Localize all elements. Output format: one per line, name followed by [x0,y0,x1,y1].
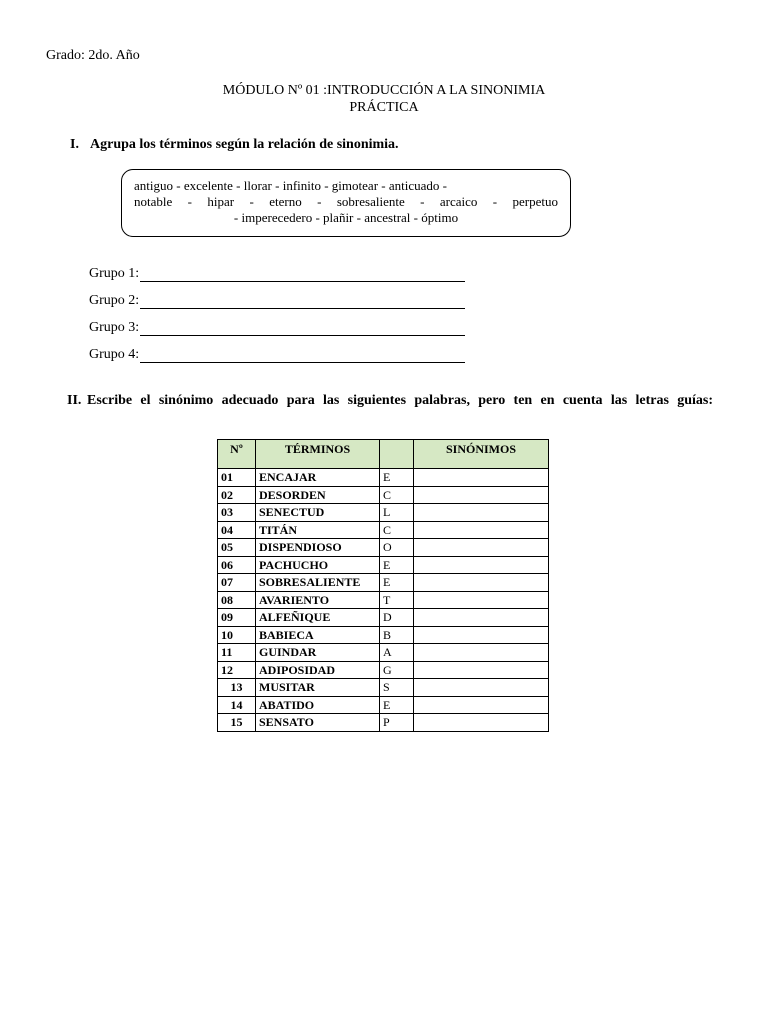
table-row [218,574,549,592]
row-synonym-answer[interactable] [414,679,549,697]
group-2-label: Grupo 2: [89,293,140,308]
group-3-answer-line[interactable] [140,321,465,336]
group-4-row [89,347,465,363]
row-number: 01 [218,469,256,487]
table-row [218,539,549,557]
row-guide-letter: A [380,644,414,662]
header-synonyms: SINÓNIMOS [414,440,549,469]
row-term: ENCAJAR [256,469,380,487]
row-term: DISPENDIOSO [256,539,380,557]
terms-line-2: notable - hipar - eterno - sobresaliente - arcaico - perpetuo [134,194,558,209]
section2-heading [67,393,713,409]
terms-box [121,169,571,237]
group-4-answer-line[interactable] [140,348,465,363]
group-1-label: Grupo 1: [89,266,140,281]
row-term: MUSITAR [256,679,380,697]
row-number: 02 [218,486,256,504]
group-2-answer-line[interactable] [140,294,465,309]
row-term: BABIECA [256,626,380,644]
section1-instruction: Agrupa los términos según la relación de sinonimia. [90,137,399,152]
row-number: 07 [218,574,256,592]
row-guide-letter: D [380,609,414,627]
row-guide-letter: E [380,696,414,714]
table-row [218,644,549,662]
row-guide-letter: E [380,556,414,574]
row-number: 12 [218,661,256,679]
table-body [218,469,549,732]
row-term: ADIPOSIDAD [256,661,380,679]
module-title-line2: PRÁCTICA [349,100,419,115]
row-synonym-answer[interactable] [414,574,549,592]
row-guide-letter: E [380,469,414,487]
row-term: PACHUCHO [256,556,380,574]
row-term: DESORDEN [256,486,380,504]
row-guide-letter: O [380,539,414,557]
row-number: 15 [218,714,256,732]
row-guide-letter: C [380,486,414,504]
table-row [218,486,549,504]
table-row [218,714,549,732]
group-3-label: Grupo 3: [89,320,140,335]
table-row [218,556,549,574]
terms-line-3: - imperecedero - plañir - ancestral - óptimo [233,210,459,225]
row-synonym-answer[interactable] [414,504,549,522]
row-synonym-answer[interactable] [414,556,549,574]
header-terms: TÉRMINOS [256,440,380,469]
table-row [218,591,549,609]
row-synonym-answer[interactable] [414,696,549,714]
section2-number: II. [67,393,82,408]
module-title-line1: MÓDULO Nº 01 :INTRODUCCIÓN A LA SINONIMIA [222,83,546,98]
row-synonym-answer[interactable] [414,714,549,732]
group-1-answer-line[interactable] [140,267,465,282]
row-number: 10 [218,626,256,644]
group-1-row [89,266,465,282]
row-number: 11 [218,644,256,662]
row-number: 05 [218,539,256,557]
row-synonym-answer[interactable] [414,609,549,627]
terms-line-1: antiguo - excelente - llorar - infinito - gimotear - anticuado - [134,178,447,193]
row-synonym-answer[interactable] [414,469,549,487]
row-guide-letter: E [380,574,414,592]
synonyms-table [217,439,549,732]
row-term: GUINDAR [256,644,380,662]
table-row [218,679,549,697]
row-number: 14 [218,696,256,714]
group-4-label: Grupo 4: [89,347,140,362]
row-guide-letter: C [380,521,414,539]
row-synonym-answer[interactable] [414,486,549,504]
table-row [218,696,549,714]
row-term: ABATIDO [256,696,380,714]
row-number: 03 [218,504,256,522]
row-synonym-answer[interactable] [414,626,549,644]
section1-heading [70,137,399,153]
table-row [218,469,549,487]
row-number: 04 [218,521,256,539]
row-guide-letter: P [380,714,414,732]
row-term: SENECTUD [256,504,380,522]
row-guide-letter: L [380,504,414,522]
row-synonym-answer[interactable] [414,644,549,662]
row-term: SENSATO [256,714,380,732]
header-number: Nº [218,440,256,469]
table-row [218,626,549,644]
row-guide-letter: G [380,661,414,679]
row-number: 09 [218,609,256,627]
row-synonym-answer[interactable] [414,521,549,539]
row-guide-letter: T [380,591,414,609]
table-row [218,609,549,627]
row-synonym-answer[interactable] [414,539,549,557]
row-term: AVARIENTO [256,591,380,609]
row-number: 13 [218,679,256,697]
row-term: TITÁN [256,521,380,539]
row-synonym-answer[interactable] [414,591,549,609]
grade-label: Grado: 2do. Año [46,48,140,63]
table-row [218,504,549,522]
table-row [218,661,549,679]
row-number: 06 [218,556,256,574]
row-guide-letter: B [380,626,414,644]
row-number: 08 [218,591,256,609]
row-guide-letter: S [380,679,414,697]
header-letter [380,440,414,469]
row-synonym-answer[interactable] [414,661,549,679]
module-title [0,82,768,116]
section1-number: I. [70,137,79,152]
table-row [218,521,549,539]
section2-instruction: Escribe el sinónimo adecuado para las siguientes palabras, pero ten en cuenta las letras guías: [87,393,713,408]
group-2-row [89,293,465,309]
row-term: SOBRESALIENTE [256,574,380,592]
group-3-row [89,320,465,336]
row-term: ALFEÑIQUE [256,609,380,627]
table-header-row [218,440,549,469]
